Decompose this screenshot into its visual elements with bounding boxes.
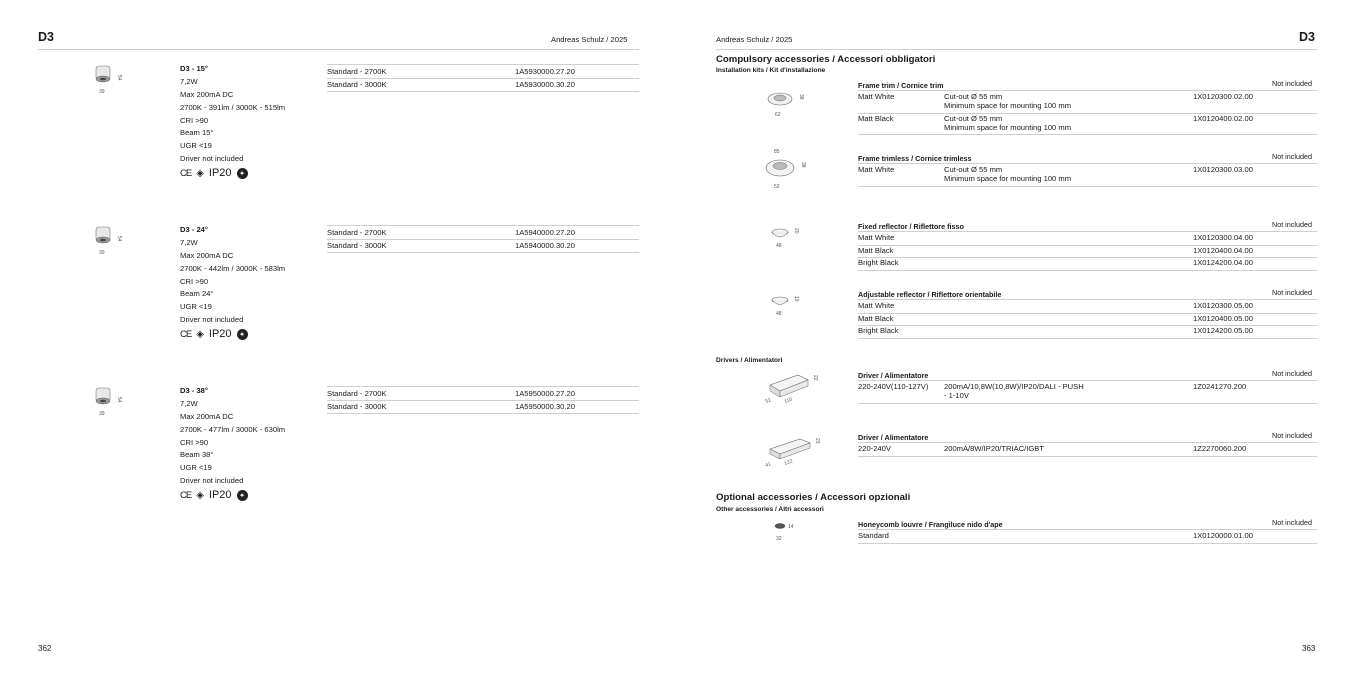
dim-height: 54 bbox=[116, 236, 122, 242]
variant-code: 1A5950000.30.20 bbox=[515, 401, 575, 411]
accessory-row bbox=[858, 313, 1317, 327]
ce-mark: CE bbox=[180, 328, 192, 340]
accessory-description: 200mA/8W/IP20/TRIAC/IGBT bbox=[944, 444, 1045, 453]
variant-code: 1A5930000.30.20 bbox=[515, 79, 575, 89]
variant-code: 1A5940000.30.20 bbox=[515, 240, 575, 250]
dim-height: 19 bbox=[793, 296, 799, 302]
dim-width: 48 bbox=[776, 311, 782, 317]
variant-row bbox=[327, 400, 639, 414]
product-title: D3 - 38° bbox=[180, 386, 208, 395]
dim-height: 38 bbox=[798, 94, 804, 100]
product-specs bbox=[180, 224, 320, 341]
installation-subtitle: Installation kits / Kit d'installazione bbox=[716, 67, 826, 74]
accessory-code: 1X0120400.04.00 bbox=[1193, 245, 1253, 255]
ce-mark: CE bbox=[180, 167, 192, 179]
honeycomb-louvre-drawing bbox=[758, 518, 818, 545]
dim-height: 23 bbox=[814, 438, 820, 444]
dim-height: 38 bbox=[800, 162, 806, 168]
driver-drawing bbox=[758, 429, 828, 471]
accessory-row bbox=[858, 300, 1317, 314]
spec-line: Driver not included bbox=[180, 315, 244, 325]
product-drawing bbox=[90, 64, 130, 94]
accessory-row bbox=[858, 91, 1317, 114]
spec-line: 2700K - 442lm / 3000K - 583lm bbox=[180, 263, 286, 273]
spec-line: CRI >90 bbox=[180, 276, 209, 286]
certification-marks bbox=[180, 488, 320, 502]
accessory-row bbox=[858, 530, 1317, 544]
class-symbol-icon: ◈ bbox=[196, 489, 204, 501]
not-included-label: Not included bbox=[1272, 79, 1312, 88]
product-title: D3 - 24° bbox=[180, 225, 208, 234]
accessory-code: 1Z0241270.200 bbox=[1193, 382, 1247, 391]
accessory-code: 1X0124200.04.00 bbox=[1193, 258, 1253, 267]
dim-height: 54 bbox=[116, 397, 122, 403]
left-header-rule bbox=[38, 49, 639, 50]
accessory-finish: Standard bbox=[858, 531, 889, 540]
accessory-group-title: Adjustable reflector / Riflettore orientabile bbox=[858, 290, 1002, 299]
accessory-code: 1X0120300.02.00 bbox=[1193, 92, 1253, 101]
dim-depth: 52 bbox=[764, 397, 772, 405]
spec-line: Driver not included bbox=[180, 476, 244, 486]
certification-marks bbox=[180, 327, 320, 341]
spec-line: CRI >90 bbox=[180, 115, 209, 125]
variant-row bbox=[327, 239, 639, 253]
accessory-description: Minimum space for mounting 100 mm bbox=[944, 122, 1072, 132]
variant-row bbox=[327, 78, 639, 92]
ip-rating: IP20 bbox=[208, 489, 232, 502]
variant-row bbox=[327, 226, 639, 240]
spec-line: Driver not included bbox=[180, 154, 244, 164]
dim-width: 39 bbox=[99, 411, 105, 416]
accessory-description: 200mA/10,8W(10,8W)/IP20/DALI - PUSH bbox=[944, 382, 1084, 391]
spec-line: Beam 24° bbox=[180, 289, 214, 299]
dim-length: 110 bbox=[783, 396, 794, 405]
driver-drawing bbox=[758, 367, 828, 409]
spec-line: CRI >90 bbox=[180, 437, 209, 447]
variant-row bbox=[327, 387, 639, 401]
variant-code: 1A5950000.27.20 bbox=[515, 389, 575, 398]
accessory-row bbox=[858, 325, 1317, 339]
dim-width: 32 bbox=[776, 536, 782, 542]
accessory-row bbox=[858, 164, 1317, 187]
accessory-description: - 1-10V bbox=[944, 391, 969, 400]
accessory-description: Cut-out Ø 55 mm bbox=[944, 113, 1003, 123]
accessory-finish: Matt White bbox=[858, 92, 895, 101]
not-included-label: Not included bbox=[1272, 152, 1312, 161]
frame-trim-drawing bbox=[758, 85, 818, 127]
frame-trimless-drawing bbox=[758, 146, 818, 198]
spec-line: 2700K - 477lm / 3000K - 630lm bbox=[180, 424, 286, 434]
variant-label: Standard - 2700K bbox=[327, 228, 387, 237]
accessory-finish: 220-240V(110-127V) bbox=[858, 382, 929, 391]
right-page-number: 363 bbox=[1302, 644, 1316, 653]
accessory-finish: Matt Black bbox=[858, 113, 894, 123]
optional-title: Optional accessories / Accessori opzionali bbox=[716, 492, 911, 503]
dim-height: 14 bbox=[788, 524, 794, 530]
adjustable-reflector-drawing bbox=[758, 290, 818, 322]
left-brand: D3 bbox=[38, 30, 54, 44]
star-badge-icon bbox=[237, 490, 248, 501]
accessory-group-title: Driver / Alimentatore bbox=[858, 433, 929, 442]
accessory-row bbox=[858, 257, 1317, 271]
accessory-code: 1X0120400.05.00 bbox=[1193, 313, 1253, 323]
not-included-label: Not included bbox=[1272, 518, 1312, 527]
product-drawing bbox=[90, 225, 130, 255]
spec-line: UGR <19 bbox=[180, 463, 212, 473]
accessory-finish: Matt White bbox=[858, 165, 895, 174]
star-badge-icon bbox=[237, 168, 248, 179]
not-included-label: Not included bbox=[1272, 369, 1312, 378]
dim-height: 54 bbox=[116, 75, 122, 81]
class-symbol-icon: ◈ bbox=[196, 328, 204, 340]
not-included-label: Not included bbox=[1272, 220, 1312, 229]
accessory-code: 1Z2270060.200 bbox=[1193, 444, 1247, 453]
accessory-row bbox=[858, 113, 1317, 136]
accessory-code: 1X0120300.04.00 bbox=[1193, 233, 1253, 242]
spec-line: 7,2W bbox=[180, 398, 198, 408]
variant-label: Standard - 3000K bbox=[327, 401, 387, 411]
accessory-group-title: Frame trimless / Cornice trimless bbox=[858, 154, 972, 163]
spec-line: Beam 15° bbox=[180, 128, 214, 138]
dim-depth: 41 bbox=[764, 461, 772, 469]
accessory-group-title: Honeycomb louvre / Frangiluce nido d'ape bbox=[858, 520, 1003, 529]
variant-label: Standard - 3000K bbox=[327, 240, 387, 250]
spec-line: Max 200mA DC bbox=[180, 411, 234, 421]
spec-line: UGR <19 bbox=[180, 302, 212, 312]
accessory-group-title: Frame trim / Cornice trim bbox=[858, 81, 944, 90]
spec-line: 7,2W bbox=[180, 237, 198, 247]
accessory-finish: Bright Black bbox=[858, 326, 899, 335]
right-header-rule bbox=[716, 49, 1317, 50]
ce-mark: CE bbox=[180, 489, 192, 501]
variant-row bbox=[327, 65, 639, 79]
variant-label: Standard - 3000K bbox=[327, 79, 387, 89]
certification-marks bbox=[180, 166, 320, 180]
not-included-label: Not included bbox=[1272, 431, 1312, 440]
spec-line: UGR <19 bbox=[180, 141, 212, 151]
spec-line: Max 200mA DC bbox=[180, 89, 234, 99]
dim-width: 62 bbox=[775, 112, 781, 118]
accessory-row bbox=[858, 232, 1317, 246]
dim-height: 22 bbox=[812, 375, 818, 381]
ip-rating: IP20 bbox=[208, 328, 232, 341]
accessory-code: 1X0124200.05.00 bbox=[1193, 326, 1253, 335]
accessory-description: Minimum space for mounting 100 mm bbox=[944, 174, 1072, 183]
accessory-row bbox=[858, 245, 1317, 259]
accessory-group-title: Driver / Alimentatore bbox=[858, 371, 929, 380]
dim-width: 39 bbox=[99, 250, 105, 255]
dim-width: 39 bbox=[99, 89, 105, 94]
ip-rating: IP20 bbox=[208, 167, 232, 180]
dim-height: 20 bbox=[793, 228, 799, 234]
dim-length: 122 bbox=[783, 458, 794, 467]
dim-width: 48 bbox=[776, 243, 782, 249]
spec-line: Beam 38° bbox=[180, 450, 214, 460]
not-included-label: Not included bbox=[1272, 288, 1312, 297]
accessory-finish: Matt White bbox=[858, 301, 895, 310]
left-page-number: 362 bbox=[38, 644, 52, 653]
accessory-finish: Matt Black bbox=[858, 245, 894, 255]
spec-line: 2700K - 391lm / 3000K - 515lm bbox=[180, 102, 286, 112]
accessory-description: Cut-out Ø 55 mm bbox=[944, 165, 1003, 174]
accessory-description: Minimum space for mounting 100 mm bbox=[944, 101, 1072, 110]
dim-width: 52 bbox=[774, 184, 780, 190]
accessory-finish: Matt White bbox=[858, 233, 895, 242]
left-header-author: Andreas Schulz / 2025 bbox=[551, 35, 628, 44]
accessory-finish: Bright Black bbox=[858, 258, 899, 267]
accessory-code: 1X0120300.05.00 bbox=[1193, 301, 1253, 310]
right-header-author: Andreas Schulz / 2025 bbox=[716, 35, 793, 44]
class-symbol-icon: ◈ bbox=[196, 167, 204, 179]
other-subtitle: Other accessories / Altri accessori bbox=[716, 506, 824, 513]
accessory-finish: Matt Black bbox=[858, 313, 894, 323]
accessory-row bbox=[858, 443, 1317, 457]
accessory-code: 1X0120300.03.00 bbox=[1193, 165, 1253, 174]
product-specs bbox=[180, 63, 320, 180]
right-brand: D3 bbox=[1299, 30, 1315, 44]
dim-outer: 85 bbox=[774, 149, 780, 155]
compulsory-title: Compulsory accessories / Accessori obbligatori bbox=[716, 54, 936, 65]
product-specs bbox=[180, 385, 320, 502]
product-title: D3 - 15° bbox=[180, 64, 208, 73]
variant-code: 1A5930000.27.20 bbox=[515, 67, 575, 76]
variant-label: Standard - 2700K bbox=[327, 67, 387, 76]
star-badge-icon bbox=[237, 329, 248, 340]
variant-code: 1A5940000.27.20 bbox=[515, 228, 575, 237]
spec-line: 7,2W bbox=[180, 76, 198, 86]
accessory-code: 1X0120000.01.00 bbox=[1193, 531, 1253, 540]
drivers-subtitle: Drivers / Alimentatori bbox=[716, 357, 783, 364]
accessory-row bbox=[858, 381, 1317, 404]
accessory-finish: 220-240V bbox=[858, 444, 891, 453]
fixed-reflector-drawing bbox=[758, 222, 818, 254]
accessory-description: Cut-out Ø 55 mm bbox=[944, 92, 1003, 101]
product-drawing bbox=[90, 386, 130, 416]
accessory-code: 1X0120400.02.00 bbox=[1193, 113, 1253, 123]
variant-label: Standard - 2700K bbox=[327, 389, 387, 398]
spec-line: Max 200mA DC bbox=[180, 250, 234, 260]
accessory-group-title: Fixed reflector / Riflettore fisso bbox=[858, 222, 964, 231]
